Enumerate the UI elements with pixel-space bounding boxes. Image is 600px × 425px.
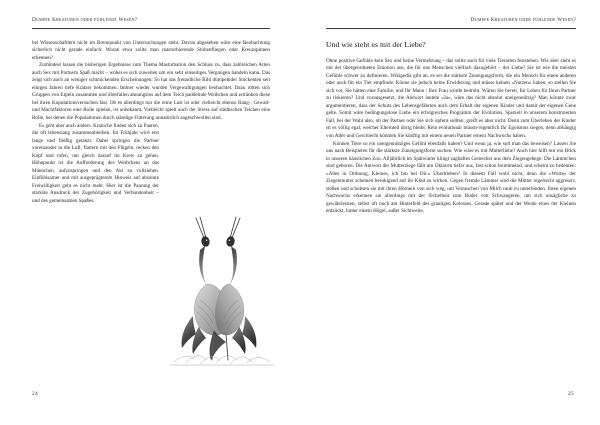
right-page [300, 0, 600, 425]
running-head-left: Dumpfe Kreaturen oder fühlende Wesen? [32, 17, 138, 23]
header-rule-left [32, 28, 270, 29]
paragraph: Können Tiere so ein uneigennütziges Gefühl ebenfalls haben? Und wenn ja, wie soll man das beweisen? Lassen Sie uns nach Beispielen für die stärkste Zuneigungsform suchen. Wie wäre es mit Mutterliebe? Auch hier hilft mir ein Blick in unseren häuslichen Zoo. Alljährlich im Spätwinter klingt zaghaftes Gemecker aus dem Ziegengehege. Die Lämmchen sind geboren. Die Antwort der Mutterziege fällt um Oktaven tiefer aus, fast schon brummelnd, und scheint zu bedeuten: »Alles in Ordnung, Kleines, ich bin bei Dir.« Übertrieben? In diesem Fall wohl nicht, denn die »Worte« der Ziegenmutter scheinen beruhigend auf ihr Kind zu wirken. Gegen fremde Lämmer sind die Mütter regelrecht aggressiv, stoßen und schubsen sie mit ihren Hörnern von sich weg, um Verrauchen von Milch raub zu unterbinden. Ihren eigenen Nachwuchs erkennen sie allerdings mit der Sicherheit zum Ruder von Schwangeren, um sich unsägliche zu gewährleisten, selbst oft noch am Hinterfeld des grauligen Kolosses. Gerade später und der Weide eines der Kleinen entzückt, hinter einem Hügel, außer Sichtweite, [326, 140, 576, 215]
illustration-wrap-spacer [166, 124, 270, 276]
page-number-right: 25 [568, 391, 574, 397]
right-page-text-column [326, 58, 576, 216]
left-page-text-column [32, 40, 270, 206]
page-number-left: 24 [32, 391, 38, 397]
section-heading: Und wie steht es mit der Liebe? [326, 39, 426, 49]
paragraph: Es geht aber auch anders. Kraniche finden sich zu Paaren, die oft lebenslang zusammenbleiben. Im Frühjahr wird erst lange und fleißig getanzt. Dabei springen die Partner voreinander in die Luft, flattern mit den Flügeln, recken den Kopf und rufen, um gleich darauf im Kreis zu gehen. Höhepunkt ist die Aufforderung des Weibchens an das Männchen, aufzuspringen und den Akt zu vollziehen. Einfühlsamer und mit ausgeprägterem Hinweis auf absolute Freiwilligkeit geht es nicht mehr. Hier ist die Paarung der stärkste Ausdruck der Zugehörigkeit und Verbundenheit – und des gemeinsamen Spaßes. [32, 122, 159, 204]
running-head-right: Dumpfe Kreaturen oder fühlende Wesen? [470, 17, 576, 23]
header-rule-right [326, 28, 576, 29]
paragraph: Ohne positive Gefühle kein Sex und keine Vermehrung – das sollte auch für viele Tierarten feststehen. Wie aber sieht es mit der übergeordneten Emotion aus, die für uns Menschen vielfach dazugehört – der Liebe? Sie ist wie die meisten Gefühle schwer zu definieren. Wikipedia gibt an, es sei die stärkste Zuneigungsform, die ein Mensch für einen anderen oder auch für ein Tier empfinde. Könne sie jedoch keine Erwiderung und müsse keinen »Nutzen« haben, so stellen Sie sich vor, Sie hätten eine Familie, und Ihr Mann / Ihre Frau würde bedroht. Wären Sie bereit, Ihr Leben für Ihren Partner zu riskieren? Und vorausgesetzt, die Antwort lautete »Ja«, wäre das nicht absolut uneigennützig? Man könnte zwar argumentieren, dass der Schutz des Lebensgefährten auch dem Erhalt der eigenen Kinder und damit der eigenen Gene gelte. Somit wäre bedingungslose Liebe ein erfolgreiches Programm der Evolution. Speziell in unserem konstruierten Fall, bei der Wahl also, ob der Partner oder Sie sich opfern sollten, greift es aber nicht. Denn zum Überleben der Kinder ist es völlig egal, welcher Elternteil übrig bleibt. Rein evolutionär müsste eigentlich Ihr Egoismus siegen, denn abhängig von Alter und Geschlecht könnten Sie künftig mit einem neuen Partner erneut Nachwuchs haben. [326, 57, 576, 139]
paragraph: Zumindest lassen die bisherigen Ergebnisse zum Thema Masturbation den Schluss zu, dass zahlreichen Arten auch Sex mit Partnern Spaß macht – wobei es sich zuweilen um ein sehr einseitiges Vergnügen handeln kann. Das zeigt sich auch an weniger schmückenden Erscheinungen: So hat das freundliche Bild dümpelnder Stockenten seit einigen Jahren tiefe Kratzer bekommen. Immer wieder wurden Vergewaltigungen beobachtet. Dazu rotten sich Gruppen von Erpeln zusammen und überfallen ahnungslos auf dem Teich paddelnde Weibchen und ertränken diese bei ihren Kopulationsversuchen fast. Ob es allerdings nur die reine Lust ist oder vielleicht ebenso Rang-, Gewalt- und Machtfaktoren eine Rolle spielen, ist unbekannt. Vielleicht spielt auch der Stress auf städtischen Teichen eine Rolle, bei denen die Populationen durch ständige Fütterung unnatürlich angeschwollen sind. [32, 62, 270, 121]
paragraph: bei Wissenschaftlern nicht im Brennpunkt von Untersuchungen steht. Davon abgesehen wäre eine Beobachtung sicherlich nicht gerade einfach: Woran etwa sollte man masturbierende Stubenfliegen oder Kreuzspinnen erkennen? [32, 39, 270, 61]
